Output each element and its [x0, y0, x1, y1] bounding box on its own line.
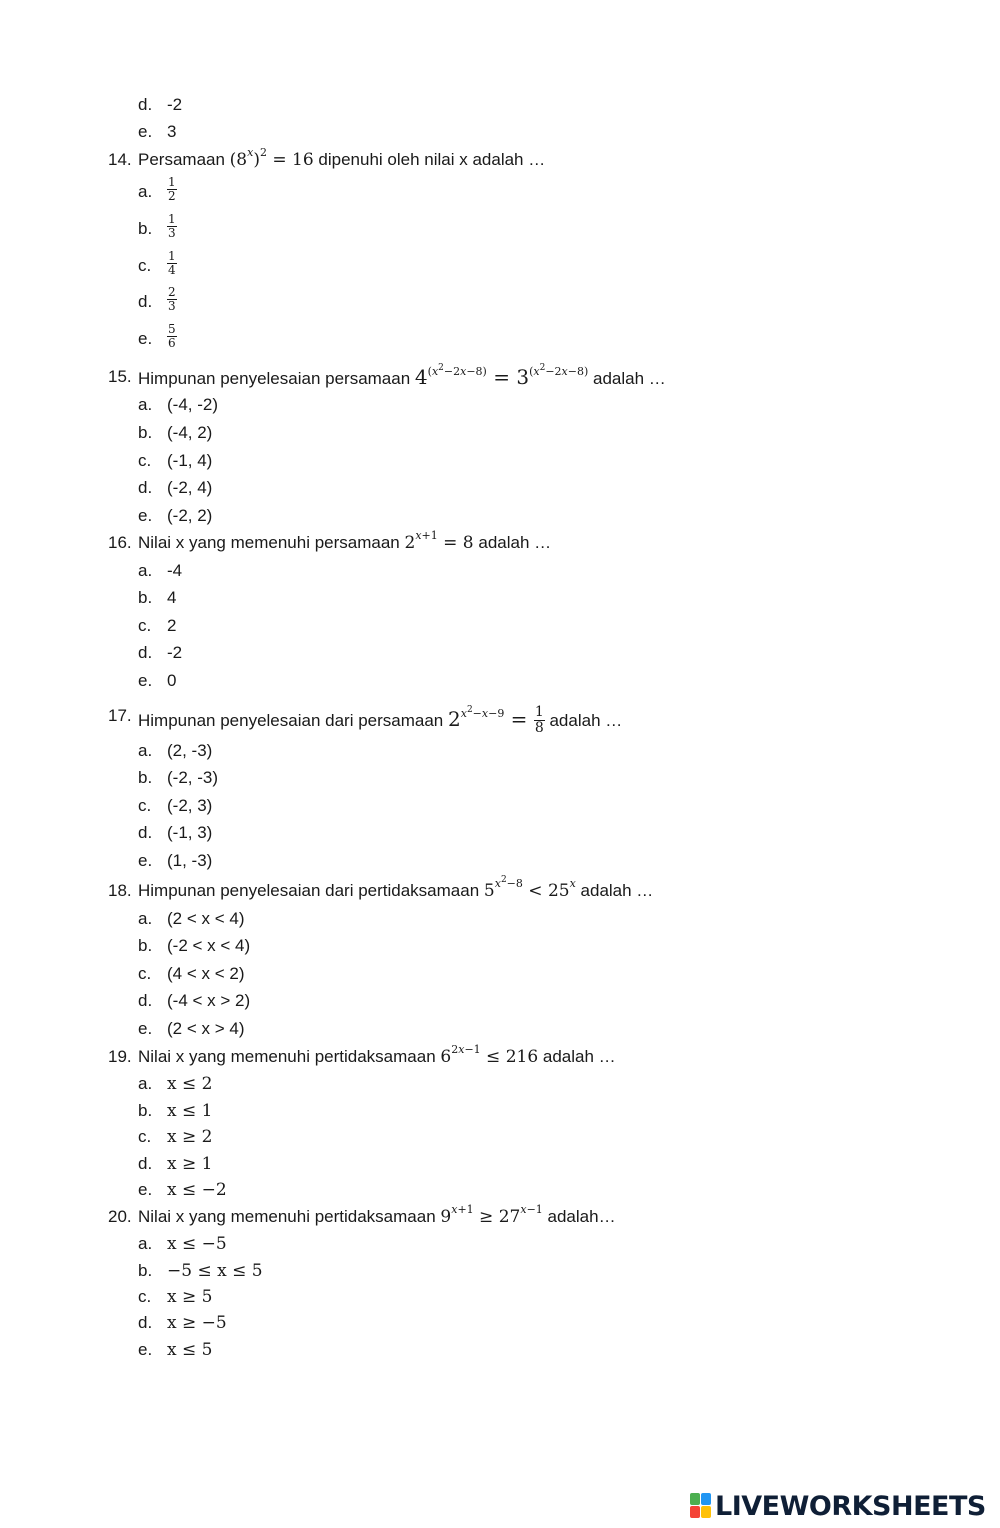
option-letter: b. — [138, 588, 153, 607]
question-text: Nilai x yang memenuhi pertidaksamaan $9^{x+1} \ge 27^{x-1}$ adalah… — [138, 1203, 616, 1227]
option-letter: e. — [138, 329, 153, 348]
option-value: (-2, 4) — [167, 478, 213, 497]
option-value: x ≥ −5 — [167, 1313, 227, 1333]
option-letter: c. — [138, 796, 152, 815]
option-value: (1, -3) — [167, 851, 213, 870]
option-letter: d. — [138, 991, 153, 1010]
option-value: x ≥ 5 — [167, 1287, 213, 1307]
option-value: (-4 < x > 2) — [167, 991, 251, 1010]
math-fraction: $\frac{1}{8}$ — [534, 704, 544, 736]
question-text: Himpunan penyelesaian dari persamaan $2^{x^2-x-9}$ = $\frac{1}{8}$ adalah … — [138, 704, 623, 736]
option-value: x ≤ 2 — [167, 1074, 213, 1094]
option-fraction: $\frac{1}{2}$ — [168, 175, 176, 203]
option-value: (-4, 2) — [167, 423, 213, 442]
liveworksheets-logo-icon — [690, 1493, 712, 1519]
option-letter: a. — [138, 395, 153, 414]
option-letter: e. — [138, 1180, 153, 1199]
option-fraction: $\frac{1}{4}$ — [168, 249, 176, 277]
question-number: 16. — [108, 533, 132, 552]
option-letter: c. — [138, 616, 152, 635]
option-value: −5 ≤ x ≤ 5 — [167, 1261, 263, 1281]
option-letter: a. — [138, 182, 153, 201]
option-value: -2 — [167, 95, 183, 114]
option-value: (2 < x < 4) — [167, 909, 245, 928]
question-text: Nilai x yang memenuhi persamaan $2^{x+1} = 8$ adalah … — [138, 529, 552, 553]
question-number: 18. — [108, 881, 132, 900]
liveworksheets-logo — [690, 1489, 986, 1523]
option-letter: d. — [138, 478, 153, 497]
option-fraction: $\frac{2}{3}$ — [168, 285, 176, 313]
question-number: 20. — [108, 1207, 132, 1226]
option-value: (2, -3) — [167, 741, 213, 760]
question-text: Himpunan penyelesaian dari pertidaksamaan $5^{x^2-8} < 25^x$ adalah … — [138, 875, 654, 901]
option-value: x ≥ 2 — [167, 1127, 213, 1147]
option-value: (-2, 3) — [167, 796, 213, 815]
option-value: -2 — [167, 643, 183, 662]
option-letter: e. — [138, 506, 153, 525]
option-letter: a. — [138, 909, 153, 928]
math-expression: $5^{x^2-8} < 25^x$ — [483, 875, 576, 901]
option-letter: d. — [138, 292, 153, 311]
option-letter: c. — [138, 964, 152, 983]
option-value: (4 < x < 2) — [167, 964, 245, 983]
math-expression: $4^{(x^2-2x-8)} = 3^{(x^2-2x-8)}$ — [414, 363, 589, 389]
option-letter: e. — [138, 851, 153, 870]
question-text: Nilai x yang memenuhi pertidaksamaan $6^{2x-1} \le 216$ adalah … — [138, 1043, 616, 1067]
option-letter: b. — [138, 768, 153, 787]
question-number: 17. — [108, 706, 132, 725]
question-text: Himpunan penyelesaian persamaan $4^{(x^2-2x-8)} = 3^{(x^2-2x-8)}$ adalah … — [138, 363, 666, 389]
option-letter: d. — [138, 643, 153, 662]
option-value: (2 < x > 4) — [167, 1019, 245, 1038]
option-fraction: $\frac{5}{6}$ — [168, 322, 176, 350]
option-letter: a. — [138, 1234, 153, 1253]
math-expression: $6^{2x-1} \le 216$ — [440, 1043, 539, 1067]
option-letter: b. — [138, 936, 153, 955]
option-letter: d. — [138, 95, 153, 114]
option-letter: d. — [138, 823, 153, 842]
option-letter: c. — [138, 451, 152, 470]
option-letter: e. — [138, 1019, 153, 1038]
option-letter: a. — [138, 561, 153, 580]
option-fraction: $\frac{1}{3}$ — [168, 212, 176, 240]
question-number: 19. — [108, 1047, 132, 1066]
option-value: (-4, -2) — [167, 395, 218, 414]
option-value: x ≤ −2 — [167, 1180, 227, 1200]
option-value: 2 — [167, 616, 177, 635]
question-text: Persamaan $(8^x)^2 = 16$ dipenuhi oleh nilai x adalah … — [138, 146, 546, 170]
math-expression: $9^{x+1} \ge 27^{x-1}$ — [440, 1203, 543, 1227]
option-value: x ≤ 5 — [167, 1340, 213, 1360]
option-value: -4 — [167, 561, 183, 580]
option-letter: b. — [138, 1101, 153, 1120]
option-value: x ≤ 1 — [167, 1101, 213, 1121]
option-value: (-2 < x < 4) — [167, 936, 251, 955]
question-number: 14. — [108, 150, 132, 169]
option-letter: b. — [138, 219, 153, 238]
option-value: 4 — [167, 588, 177, 607]
option-letter: e. — [138, 1340, 153, 1359]
option-value: (-2, -3) — [167, 768, 218, 787]
option-letter: c. — [138, 1287, 152, 1306]
math-expression: $(8^x)^2 = 16$ — [229, 146, 314, 170]
option-letter: e. — [138, 122, 153, 141]
option-value: (-1, 3) — [167, 823, 213, 842]
option-letter: a. — [138, 1074, 153, 1093]
question-number: 15. — [108, 367, 132, 386]
math-expression: $2^{x^2-x-9}$ = $\frac{1}{8}$ — [447, 704, 544, 736]
option-letter: b. — [138, 423, 153, 442]
option-letter: d. — [138, 1313, 153, 1332]
option-letter: c. — [138, 256, 152, 275]
option-letter: d. — [138, 1154, 153, 1173]
math-expression: $2^{x+1} = 8$ — [404, 529, 474, 553]
option-value: (-1, 4) — [167, 451, 213, 470]
liveworksheets-logo-text: LIVEWORKSHEETS — [715, 1490, 986, 1522]
option-value: (-2, 2) — [167, 506, 213, 525]
option-letter: a. — [138, 741, 153, 760]
option-value: 0 — [167, 671, 177, 690]
option-letter: e. — [138, 671, 153, 690]
option-value: x ≥ 1 — [167, 1154, 213, 1174]
option-value: x ≤ −5 — [167, 1234, 227, 1254]
option-letter: c. — [138, 1127, 152, 1146]
option-value: 3 — [167, 122, 177, 141]
option-letter: b. — [138, 1261, 153, 1280]
